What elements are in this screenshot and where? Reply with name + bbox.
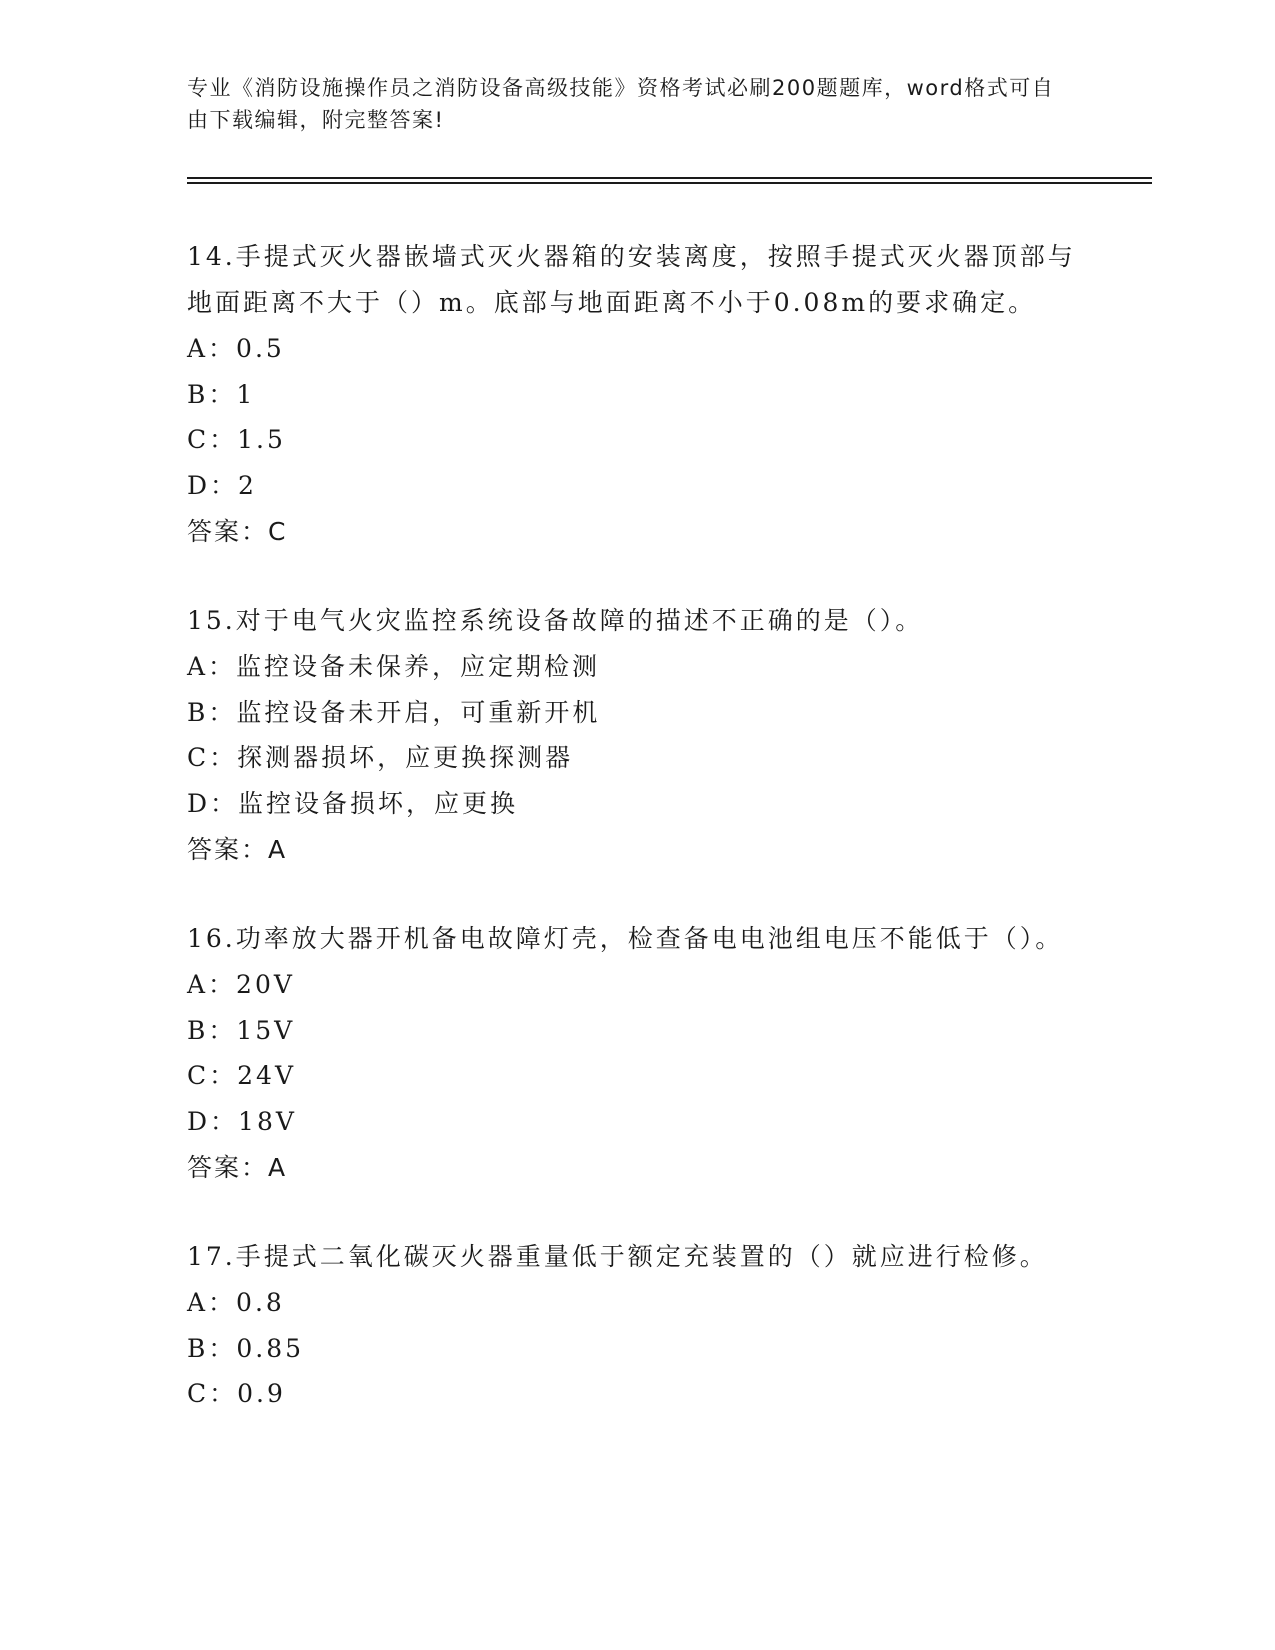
answer: 答案：C <box>187 517 288 546</box>
question-16 <box>187 916 1087 1191</box>
option-d: D：监控设备损坏，应更换 <box>187 788 519 818</box>
option-b: B：监控设备未开启，可重新开机 <box>187 697 601 727</box>
question-stem: 15.对于电气火灾监控系统设备故障的描述不正确的是（）。 <box>187 606 924 635</box>
option-b: B：15V <box>187 1015 296 1045</box>
option-c: C：1.5 <box>187 425 286 454</box>
option-c: C：探测器损坏，应更换探测器 <box>187 743 574 772</box>
question-15 <box>187 598 1087 873</box>
option-a: A：0.5 <box>187 334 285 363</box>
option-a: A：监控设备未保养，应定期检测 <box>187 652 601 681</box>
question-14 <box>187 234 1087 555</box>
question-stem: 16.功率放大器开机备电故障灯壳，检查备电电池组电压不能低于（）。 <box>187 924 1064 953</box>
answer: 答案：A <box>187 1153 288 1182</box>
option-c: C：24V <box>187 1061 296 1090</box>
question-stem: 17.手提式二氧化碳灭火器重量低于额定充装置的（）就应进行检修。 <box>187 1242 1048 1271</box>
answer: 答案：A <box>187 835 288 864</box>
option-a: A：20V <box>187 970 295 999</box>
option-b: B：0.85 <box>187 1333 305 1363</box>
option-d: D：2 <box>187 470 257 500</box>
header-divider-top <box>187 177 1152 179</box>
option-a: A：0.8 <box>187 1288 285 1317</box>
header-divider-bottom <box>187 182 1152 184</box>
option-d: D：18V <box>187 1106 297 1136</box>
document-header: 专业《消防设施操作员之消防设备高级技能》资格考试必刷200题题库，word格式可自由下载编辑，附完整答案! <box>187 76 1055 132</box>
question-17 <box>187 1234 1087 1417</box>
option-b: B：1 <box>187 379 256 409</box>
question-list <box>187 234 1087 1460</box>
question-stem: 14.手提式灭火器嵌墙式灭火器箱的安装离度，按照手提式灭火器顶部与地面距离不大于（）m。底部与地面距离不小于0.08m的要求确定。 <box>187 242 1076 317</box>
option-c: C：0.9 <box>187 1379 286 1408</box>
